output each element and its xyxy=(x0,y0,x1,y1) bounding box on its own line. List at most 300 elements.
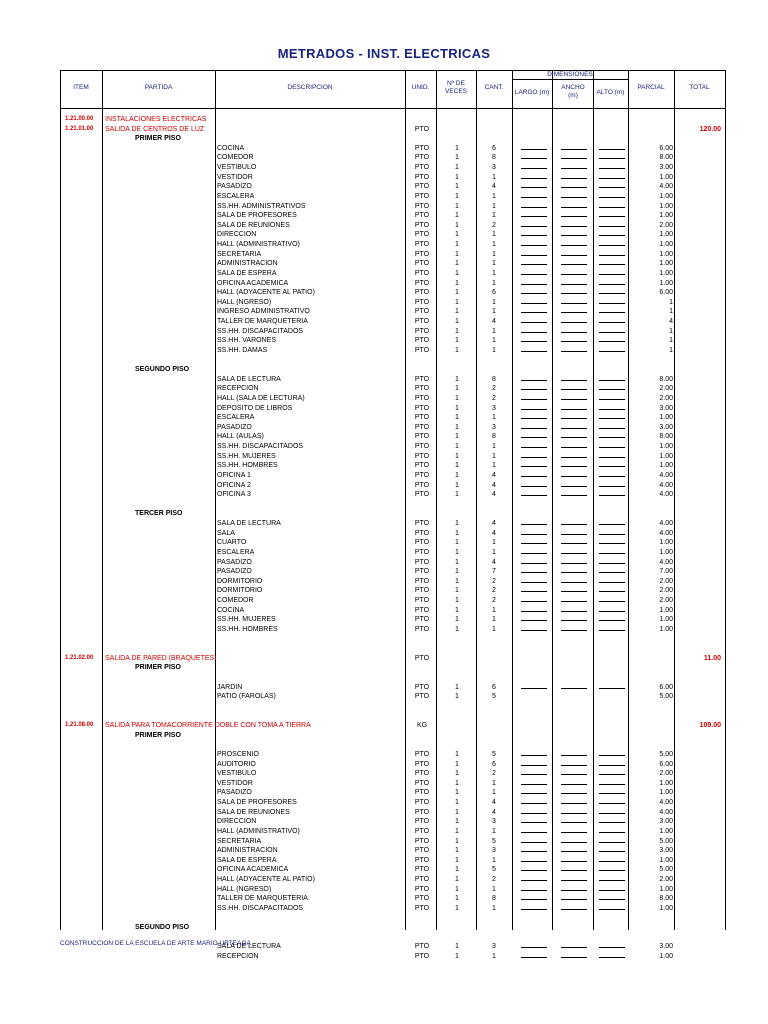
cantidad-cell: 1 xyxy=(492,779,496,787)
table-row xyxy=(60,615,726,625)
dimension-dash xyxy=(521,899,547,900)
parcial-cell: 6.00 xyxy=(659,760,673,768)
description-cell: DIRECCION xyxy=(217,818,257,826)
dimension-dash xyxy=(521,832,547,833)
cantidad-cell: 3 xyxy=(492,818,496,826)
description-cell: SS.HH. HOMBRES xyxy=(217,625,278,633)
table-row xyxy=(60,375,726,385)
cantidad-cell: 1 xyxy=(492,212,496,220)
description-cell: PASADIZO xyxy=(217,568,252,576)
parcial-cell: 1.00 xyxy=(659,260,673,268)
parcial-cell: 1.00 xyxy=(659,231,673,239)
nveces-cell: 1 xyxy=(455,789,459,797)
parcial-cell: 1.00 xyxy=(659,250,673,258)
cantidad-cell: 2 xyxy=(492,597,496,604)
nveces-cell: 1 xyxy=(455,885,459,893)
partida-label: SALIDA DE PARED (BRAQUETES) xyxy=(105,654,217,662)
dimension-dash xyxy=(521,437,547,438)
dimension-dash xyxy=(561,168,587,169)
description-cell: ESCALERA xyxy=(217,548,255,556)
floor-label: SEGUNDO PISO xyxy=(135,924,190,932)
unit-cell: PTO xyxy=(414,423,430,431)
nveces-cell: 1 xyxy=(455,318,459,326)
unit-cell: PTO xyxy=(414,192,430,200)
description-cell: PASADIZO xyxy=(217,183,252,191)
parcial-cell: 4.00 xyxy=(659,529,673,537)
dimension-dash xyxy=(599,428,625,429)
cantidad-cell: 3 xyxy=(492,404,496,412)
table-row xyxy=(60,432,726,442)
dimension-dash xyxy=(521,274,547,275)
unit-cell: PTO xyxy=(414,346,430,354)
table-row xyxy=(60,760,726,770)
table-row xyxy=(60,538,726,548)
cantidad-cell: 4 xyxy=(492,318,496,326)
dimension-dash xyxy=(561,630,587,631)
table-row xyxy=(60,529,726,539)
table-row xyxy=(60,298,726,308)
dimension-dash xyxy=(561,880,587,881)
description-cell: SS.HH. DAMAS xyxy=(217,346,268,354)
table-row xyxy=(60,769,726,779)
table-row xyxy=(60,740,726,750)
parcial-cell: 1.00 xyxy=(659,789,673,797)
dimension-dash xyxy=(521,322,547,323)
dimension-dash xyxy=(599,793,625,794)
description-cell: CUARTO xyxy=(217,539,247,547)
table-row xyxy=(60,798,726,808)
unit-cell: PTO xyxy=(414,529,430,537)
parcial-cell: 4.00 xyxy=(659,520,673,528)
parcial-cell: 1.00 xyxy=(659,548,673,556)
dimension-dash xyxy=(521,149,547,150)
dimension-dash xyxy=(599,543,625,544)
nveces-cell: 1 xyxy=(455,779,459,787)
col-header-dimensiones: DIMENSIONES xyxy=(547,71,593,78)
item-code: 1.21.00.00 xyxy=(65,116,94,122)
table-row xyxy=(60,394,726,404)
unit-cell: PTO xyxy=(414,212,430,220)
dimension-dash xyxy=(521,851,547,852)
nveces-cell: 1 xyxy=(455,346,459,354)
table-row xyxy=(60,894,726,904)
dimension-dash xyxy=(561,409,587,410)
nveces-cell: 1 xyxy=(455,250,459,258)
dimension-dash xyxy=(561,389,587,390)
cantidad-cell: 2 xyxy=(492,394,496,402)
dimension-dash xyxy=(561,399,587,400)
parcial-cell: 2.00 xyxy=(659,875,673,883)
dimension-dash xyxy=(561,601,587,602)
dimension-dash xyxy=(599,755,625,756)
unit-cell: PTO xyxy=(414,693,430,701)
cantidad-cell: 8 xyxy=(492,895,496,903)
unit-cell: PTO xyxy=(414,943,430,951)
table-row xyxy=(60,702,726,712)
unit-cell: PTO xyxy=(414,260,430,268)
unit-cell: PTO xyxy=(414,289,430,297)
dimension-dash xyxy=(599,909,625,910)
description-cell: SS.HH. MUJERES xyxy=(217,616,276,624)
unit-cell: PTO xyxy=(414,952,430,960)
dimension-dash xyxy=(599,197,625,198)
dimension-dash xyxy=(599,524,625,525)
cantidad-cell: 1 xyxy=(492,452,496,460)
table-row xyxy=(60,500,726,510)
table-row xyxy=(60,827,726,837)
partida-label: INSTALACIONES ELECTRICAS xyxy=(105,116,207,123)
unit-cell: PTO xyxy=(414,548,430,556)
table-row xyxy=(60,317,726,327)
description-cell: TALLER DE MARQUETERIA xyxy=(217,895,308,903)
dimension-dash xyxy=(561,476,587,477)
parcial-cell: 1.00 xyxy=(659,616,673,624)
parcial-cell: 3.00 xyxy=(659,847,673,855)
parcial-cell: 5.00 xyxy=(659,693,673,701)
table-row xyxy=(60,586,726,596)
nveces-cell: 1 xyxy=(455,568,459,576)
dimension-dash xyxy=(599,341,625,342)
dimension-dash xyxy=(521,466,547,467)
table-row xyxy=(60,692,726,702)
dimension-dash xyxy=(521,293,547,294)
dimension-dash xyxy=(521,909,547,910)
cantidad-cell: 8 xyxy=(492,375,496,383)
parcial-cell: 6.00 xyxy=(659,144,673,152)
description-cell: SS.HH. ADMINISTRATIVOS xyxy=(217,202,306,210)
nveces-cell: 1 xyxy=(455,491,459,499)
unit-cell: PTO xyxy=(414,491,430,499)
dimension-dash xyxy=(561,149,587,150)
dimension-dash xyxy=(521,226,547,227)
parcial-cell: 1.00 xyxy=(659,452,673,460)
dimension-dash xyxy=(599,447,625,448)
unit-cell: PTO xyxy=(414,808,430,816)
description-cell: ESCALERA xyxy=(217,414,255,422)
parcial-cell: 4.00 xyxy=(659,481,673,489)
nveces-cell: 1 xyxy=(455,202,459,210)
dimension-dash xyxy=(599,274,625,275)
cantidad-cell: 2 xyxy=(492,770,496,778)
dimension-dash xyxy=(521,409,547,410)
nveces-cell: 1 xyxy=(455,904,459,912)
table-row xyxy=(60,519,726,529)
unit-cell: KG xyxy=(416,722,428,730)
cantidad-cell: 3 xyxy=(492,423,496,431)
parcial-cell: 3.00 xyxy=(659,164,673,172)
dimension-dash xyxy=(521,870,547,871)
dimension-dash xyxy=(599,553,625,554)
dimension-dash xyxy=(599,870,625,871)
dimension-dash xyxy=(599,957,625,958)
parcial-cell: 6.00 xyxy=(659,289,673,297)
parcial-cell: 4 xyxy=(669,318,673,326)
dimension-dash xyxy=(521,774,547,775)
cantidad-cell: 4 xyxy=(492,481,496,489)
table-row xyxy=(60,596,726,606)
parcial-cell: 3.00 xyxy=(659,818,673,826)
dimension-dash xyxy=(599,322,625,323)
description-cell: VESTIDOR xyxy=(217,779,253,787)
dimension-dash xyxy=(599,149,625,150)
dimension-dash xyxy=(521,620,547,621)
total-cell: 11.00 xyxy=(703,654,721,662)
floor-row xyxy=(60,663,726,673)
dimension-dash xyxy=(561,957,587,958)
table-row xyxy=(60,240,726,250)
floor-label: TERCER PISO xyxy=(135,510,183,518)
dimension-dash xyxy=(561,842,587,843)
cantidad-cell: 6 xyxy=(492,144,496,152)
dimension-dash xyxy=(599,563,625,564)
cantidad-cell: 4 xyxy=(492,799,496,807)
description-cell: VESTIBULO xyxy=(217,164,257,172)
unit-cell: PTO xyxy=(414,481,430,489)
table-row xyxy=(60,548,726,558)
partida-row xyxy=(60,125,726,135)
description-cell: SECRETARIA xyxy=(217,837,262,845)
partida-label: SALIDA PARA TOMACORRIENTE DOBLE CON TOMA A TIERRA xyxy=(105,722,311,730)
dimension-dash xyxy=(521,755,547,756)
table-row xyxy=(60,144,726,154)
parcial-cell: 2.00 xyxy=(659,597,673,604)
dimension-dash xyxy=(521,447,547,448)
dimension-dash xyxy=(521,793,547,794)
unit-cell: PTO xyxy=(414,269,430,277)
nveces-cell: 1 xyxy=(455,520,459,528)
table-row xyxy=(60,885,726,895)
unit-cell: PTO xyxy=(414,164,430,172)
table-row xyxy=(60,327,726,337)
unit-cell: PTO xyxy=(414,327,430,335)
description-cell: OFICINA ACADEMICA xyxy=(217,866,289,874)
dimension-dash xyxy=(561,284,587,285)
dimension-dash xyxy=(561,255,587,256)
cantidad-cell: 1 xyxy=(492,173,496,181)
dimension-dash xyxy=(561,380,587,381)
dimension-dash xyxy=(599,466,625,467)
unit-cell: PTO xyxy=(414,837,430,845)
unit-cell: PTO xyxy=(414,827,430,835)
table-row xyxy=(60,683,726,693)
description-cell: HALL (ADYACENTE AL PATIO) xyxy=(217,289,315,297)
parcial-cell: 2.00 xyxy=(659,587,673,595)
col-header-parcial: PARCIAL xyxy=(637,84,665,91)
unit-cell: PTO xyxy=(414,856,430,864)
cantidad-cell: 1 xyxy=(492,337,496,345)
nveces-cell: 1 xyxy=(455,808,459,816)
nveces-cell: 1 xyxy=(455,606,459,614)
col-header-alto: ALTO (m) xyxy=(596,89,625,96)
dimension-dash xyxy=(561,437,587,438)
dimension-dash xyxy=(521,187,547,188)
table-row xyxy=(60,817,726,827)
nveces-cell: 1 xyxy=(455,337,459,345)
parcial-cell: 3.00 xyxy=(659,423,673,431)
dimension-dash xyxy=(599,226,625,227)
cantidad-cell: 1 xyxy=(492,202,496,210)
parcial-cell: 1 xyxy=(669,308,673,316)
description-cell: OFICINA 1 xyxy=(217,471,251,479)
table-row xyxy=(60,913,726,923)
table-row xyxy=(60,711,726,721)
nveces-cell: 1 xyxy=(455,279,459,287)
dimension-dash xyxy=(561,428,587,429)
description-cell: SALA DE PROFESORES xyxy=(217,212,297,220)
table-row xyxy=(60,288,726,298)
dimension-dash xyxy=(521,264,547,265)
description-cell: PATIO (FAROLAS) xyxy=(217,693,276,701)
nveces-cell: 1 xyxy=(455,260,459,268)
dimension-dash xyxy=(599,947,625,948)
nveces-cell: 1 xyxy=(455,192,459,200)
dimension-dash xyxy=(599,264,625,265)
total-cell: 120.00 xyxy=(699,125,721,133)
table-row xyxy=(60,788,726,798)
dimension-dash xyxy=(599,803,625,804)
floor-row xyxy=(60,365,726,375)
table-row xyxy=(60,750,726,760)
nveces-cell: 1 xyxy=(455,423,459,431)
description-cell: SECRETARIA xyxy=(217,250,262,258)
dimension-dash xyxy=(521,765,547,766)
unit-cell: PTO xyxy=(414,414,430,422)
parcial-cell: 1.00 xyxy=(659,904,673,912)
parcial-cell: 1.00 xyxy=(659,539,673,547)
unit-cell: PTO xyxy=(414,789,430,797)
nveces-cell: 1 xyxy=(455,452,459,460)
cantidad-cell: 4 xyxy=(492,808,496,816)
unit-cell: PTO xyxy=(414,298,430,306)
nveces-cell: 1 xyxy=(455,597,459,604)
dimension-dash xyxy=(521,534,547,535)
unit-cell: PTO xyxy=(414,183,430,191)
dimension-dash xyxy=(561,264,587,265)
parcial-cell: 1.00 xyxy=(659,212,673,220)
table-row xyxy=(60,481,726,491)
unit-cell: PTO xyxy=(414,471,430,479)
dimension-dash xyxy=(521,216,547,217)
unit-cell: PTO xyxy=(414,779,430,787)
cantidad-cell: 1 xyxy=(492,346,496,354)
dimension-dash xyxy=(561,303,587,304)
unit-cell: PTO xyxy=(414,375,430,383)
table-row xyxy=(60,279,726,289)
cantidad-cell: 2 xyxy=(492,875,496,883)
dimension-dash xyxy=(599,784,625,785)
partida-row xyxy=(60,115,726,125)
dimension-dash xyxy=(599,890,625,891)
cantidad-cell: 1 xyxy=(492,241,496,249)
dimension-dash xyxy=(561,524,587,525)
table-row xyxy=(60,558,726,568)
dimension-dash xyxy=(561,793,587,794)
table-row xyxy=(60,567,726,577)
cantidad-cell: 5 xyxy=(492,866,496,874)
dimension-dash xyxy=(521,495,547,496)
col-header-item: ITEM xyxy=(73,84,89,91)
dimension-dash xyxy=(561,620,587,621)
cantidad-cell: 1 xyxy=(492,260,496,268)
col-header-nveces: Nº DE VECES xyxy=(444,80,468,95)
dimension-dash xyxy=(599,389,625,390)
dimension-dash xyxy=(521,861,547,862)
nveces-cell: 1 xyxy=(455,212,459,220)
dimension-dash xyxy=(561,341,587,342)
dimension-dash xyxy=(599,303,625,304)
description-cell: OFICINA ACADEMICA xyxy=(217,279,289,287)
unit-cell: PTO xyxy=(414,520,430,528)
nveces-cell: 1 xyxy=(455,856,459,864)
floor-label: PRIMER PISO xyxy=(135,731,181,739)
nveces-cell: 1 xyxy=(455,443,459,451)
table-row xyxy=(60,673,726,683)
nveces-cell: 1 xyxy=(455,394,459,402)
parcial-cell: 1.00 xyxy=(659,462,673,470)
table-row xyxy=(60,173,726,183)
dimension-dash xyxy=(599,380,625,381)
parcial-cell: 2.00 xyxy=(659,394,673,402)
col-header-descripcion: DESCRIPCION xyxy=(287,84,333,91)
nveces-cell: 1 xyxy=(455,895,459,903)
nveces-cell: 1 xyxy=(455,414,459,422)
description-cell: SS.HH. VARONES xyxy=(217,337,276,345)
parcial-cell: 4.00 xyxy=(659,808,673,816)
description-cell: ESCALERA xyxy=(217,192,255,200)
dimension-dash xyxy=(521,486,547,487)
parcial-cell: 4.00 xyxy=(659,471,673,479)
unit-cell: PTO xyxy=(414,394,430,402)
parcial-cell: 1 xyxy=(669,346,673,354)
unit-cell: PTO xyxy=(414,433,430,441)
description-cell: HALL (NGRESO) xyxy=(217,885,272,893)
parcial-cell: 1.00 xyxy=(659,606,673,614)
dimension-dash xyxy=(599,851,625,852)
parcial-cell: 1.00 xyxy=(659,173,673,181)
parcial-cell: 1.00 xyxy=(659,779,673,787)
unit-cell: PTO xyxy=(414,683,430,691)
dimension-dash xyxy=(599,572,625,573)
dimension-dash xyxy=(561,187,587,188)
description-cell: COCINA xyxy=(217,144,245,152)
parcial-cell: 3.00 xyxy=(659,943,673,951)
unit-cell: PTO xyxy=(414,404,430,412)
dimension-dash xyxy=(561,947,587,948)
description-cell: SALA DE ESPERA xyxy=(217,269,277,277)
dimension-dash xyxy=(561,909,587,910)
cantidad-cell: 6 xyxy=(492,760,496,768)
dimension-dash xyxy=(599,582,625,583)
dimension-dash xyxy=(561,245,587,246)
cantidad-cell: 1 xyxy=(492,250,496,258)
dimension-dash xyxy=(521,380,547,381)
dimension-dash xyxy=(561,899,587,900)
nveces-cell: 1 xyxy=(455,385,459,393)
col-header-cant: CANT. xyxy=(484,84,504,91)
nveces-cell: 1 xyxy=(455,548,459,556)
dimension-dash xyxy=(561,197,587,198)
nveces-cell: 1 xyxy=(455,943,459,951)
dimension-dash xyxy=(521,341,547,342)
unit-cell: PTO xyxy=(414,452,430,460)
nveces-cell: 1 xyxy=(455,558,459,566)
nveces-cell: 1 xyxy=(455,827,459,835)
parcial-cell: 1.00 xyxy=(659,269,673,277)
dimension-dash xyxy=(599,332,625,333)
dimension-dash xyxy=(521,168,547,169)
cantidad-cell: 8 xyxy=(492,433,496,441)
partida-row xyxy=(60,654,726,664)
